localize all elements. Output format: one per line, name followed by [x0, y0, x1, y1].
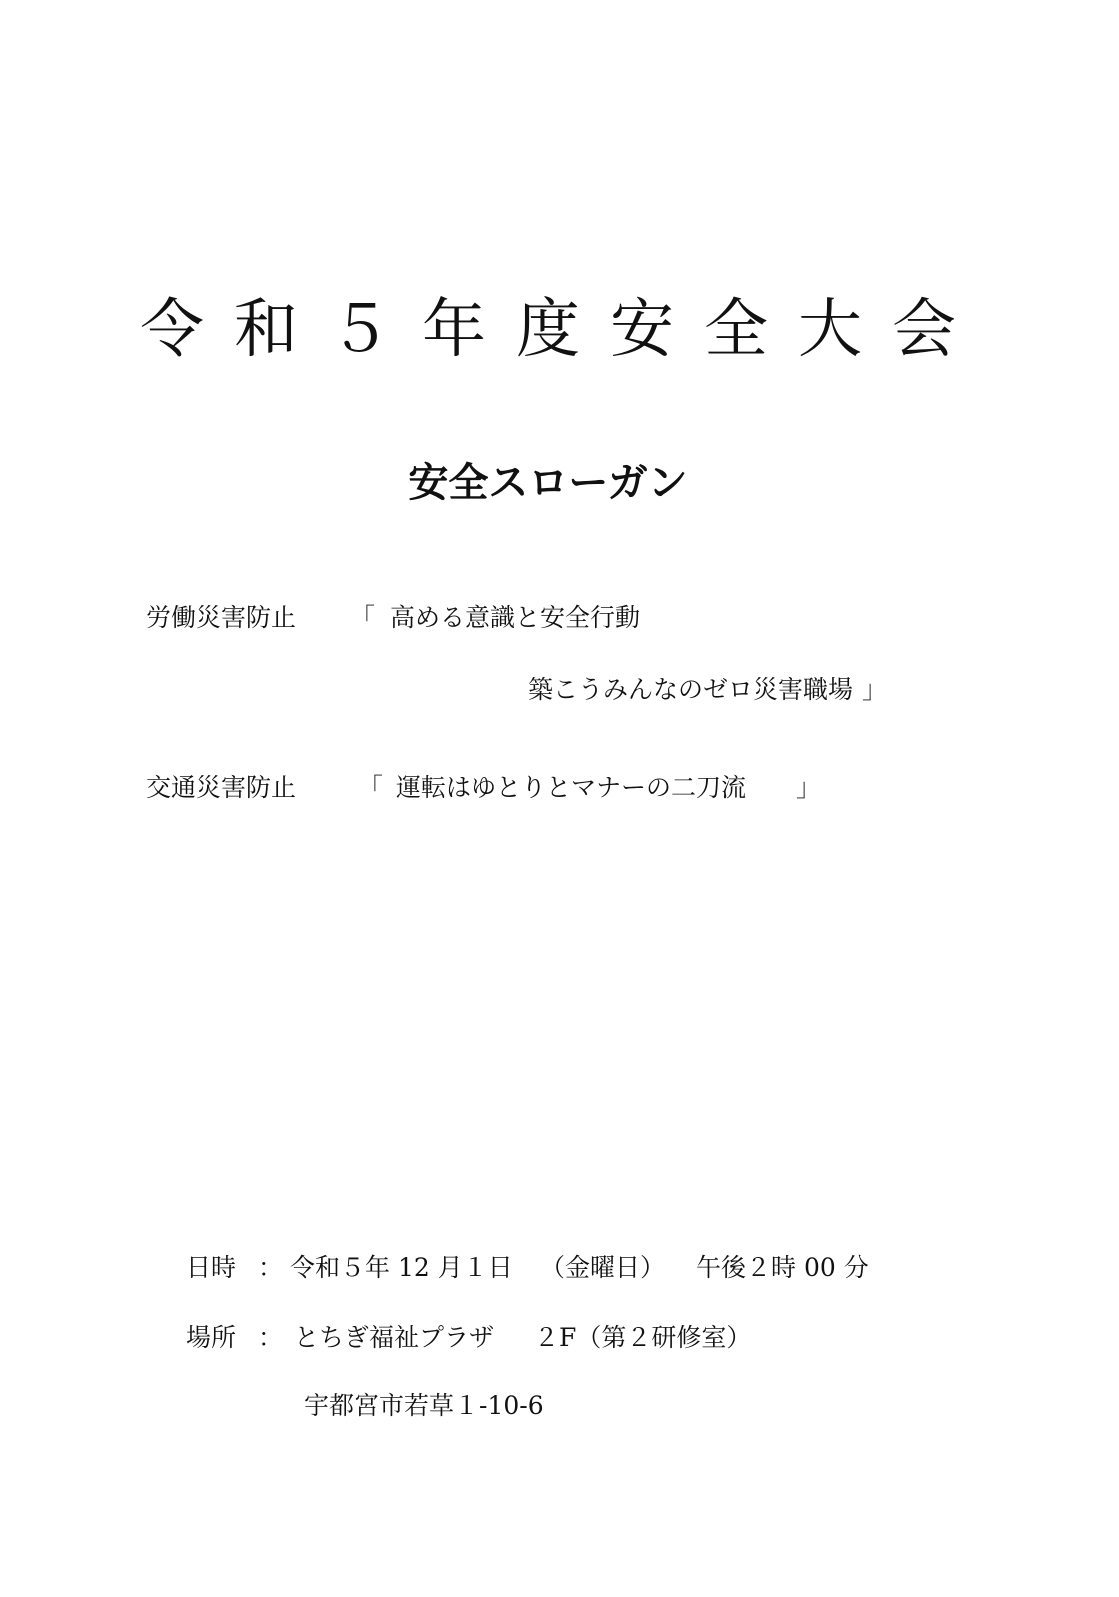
- slogan-line: 運転はゆとりとマナーの二刀流: [396, 773, 747, 802]
- slogan-category-work: 労働災害防止: [146, 603, 297, 632]
- slogan-category-traffic: 交通災害防止: [146, 773, 297, 802]
- slogan-open-quote: 「: [358, 773, 384, 802]
- slogan-line: 築こうみんなのゼロ災害職場: [528, 675, 854, 704]
- slogan-open-quote: 「: [350, 603, 376, 632]
- date-weekday: （金曜日）: [540, 1253, 666, 1282]
- slogan-heading: 安全スローガン: [408, 459, 688, 506]
- place-colon: ：: [258, 1323, 284, 1352]
- slogan-close-quote: 」: [862, 675, 888, 704]
- place-address: 宇都宮市若草１-10-6: [304, 1391, 544, 1420]
- page-title: 令和５年度安全大会: [140, 293, 986, 367]
- place-label: 場所: [186, 1323, 237, 1352]
- slogan-close-quote: 」: [796, 773, 822, 802]
- date-time: 午後２時 00 分: [696, 1253, 869, 1282]
- slogan-line: 高める意識と安全行動: [390, 603, 641, 632]
- date-value: 令和５年 12 月１日: [290, 1253, 513, 1282]
- place-room: ２F（第２研修室）: [534, 1323, 752, 1352]
- date-label: 日時: [186, 1253, 237, 1282]
- date-colon: ：: [258, 1253, 284, 1282]
- place-value: とちぎ福祉プラザ: [294, 1323, 495, 1352]
